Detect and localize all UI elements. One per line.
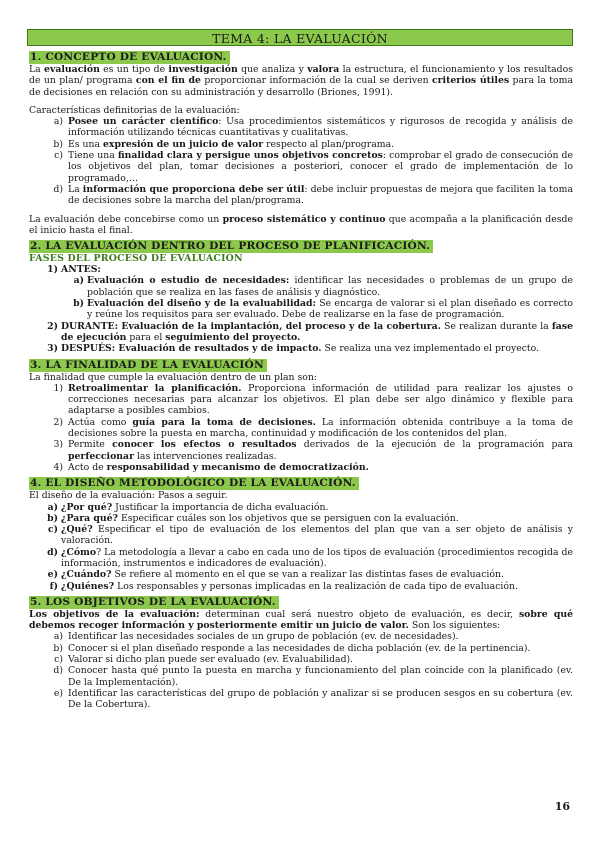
list-item: [29, 321, 573, 344]
list-marker: a): [73, 275, 84, 287]
list-item: [29, 343, 573, 354]
list-item: [29, 264, 573, 275]
list-marker: 3): [53, 439, 63, 451]
phases-list: [29, 264, 573, 354]
bold-text: Posee un carácter científico: [68, 116, 219, 128]
text-run: la estructura, el funcionamiento y los resultados de un plan/ programa: [29, 64, 573, 87]
list-item: [29, 513, 573, 524]
text-run: las intervenciones realizadas.: [133, 450, 277, 462]
text-run: Especificar cuáles son los objetivos que se persiguen con la evaluación.: [118, 512, 459, 524]
bold-text: ¿Qué?: [61, 524, 93, 536]
list-item: [29, 462, 573, 473]
list-marker: 3): [47, 343, 58, 355]
list-marker: 2): [47, 320, 58, 332]
text-run: proporcionar información de la cual se deriven: [200, 75, 432, 87]
list-marker: a): [53, 631, 63, 643]
section-5-intro: [29, 609, 573, 632]
bold-text: responsabilidad y mecanismo de democratización.: [106, 461, 369, 473]
bold-text: proceso sistemático y continuo: [222, 213, 386, 225]
bold-text: finalidad clara y persigue unos objetivos concretos: [117, 150, 383, 162]
bold-text: expresión de un juicio de valor: [103, 138, 264, 150]
bold-text: Retroalimentar la planificación.: [68, 382, 242, 394]
text-run: La: [29, 64, 45, 75]
text-run: Valorar si dicho plan puede ser evaluado (ev. Evaluabilidad).: [68, 654, 354, 666]
section-1-intro: [29, 64, 573, 98]
text-run: Se refiere al momento en el que se van a realizar las distintas fases de evaluación.: [111, 569, 504, 581]
bold-text: criterios útiles: [432, 75, 510, 87]
list-marker: f): [49, 580, 58, 592]
document-body: [29, 47, 573, 711]
page-title: TEMA 4: LA EVALUACIÓN: [27, 29, 573, 46]
list-marker: b): [47, 512, 58, 524]
text-run: Identificar las necesidades sociales de un grupo de población (ev. de necesidades).: [68, 631, 459, 643]
list-marker: d): [47, 546, 58, 558]
list-marker: 2): [53, 416, 63, 428]
bold-text: valora: [307, 64, 340, 75]
text-run: Identificar las características del grupo de población y analizar si se producen sesgos en su cobertura (ev. De la Cobertura).: [68, 687, 573, 711]
bold-text: sobre qué debemos recoger información y posteriormente emitir un juicio de valor.: [29, 608, 573, 632]
list-item: [29, 298, 573, 321]
list-marker: b): [53, 642, 63, 654]
characteristics-lead: Características definitorias de la evaluación:: [29, 104, 240, 116]
bold-text: Evaluación o estudio de necesidades:: [87, 275, 290, 287]
bold-text: Los objetivos de la evaluación:: [29, 608, 200, 620]
bold-text: con el fin de: [135, 75, 201, 87]
section-1-heading: 1. CONCEPTO DE EVALUACION.: [29, 51, 230, 64]
bold-text: información que proporciona debe ser útil: [82, 183, 305, 195]
list-marker: e): [53, 687, 63, 699]
bold-text: evaluación: [44, 64, 100, 75]
text-run: Se realizan durante la: [440, 320, 552, 332]
text-run: : Usa procedimientos sistemáticos y rigurosos de recogida y análisis de información utilizando técnicas cuantitativas y cualitativas.: [68, 116, 573, 139]
bold-text: ANTES:: [61, 264, 101, 276]
text-run: Tiene una: [68, 150, 118, 162]
list-marker: 1): [47, 264, 58, 276]
text-run: ? La metodología a llevar a cabo en cada uno de los tipos de evaluación (procedimientos recogida de información, instrumentos e indicadores de evaluación).: [61, 546, 573, 569]
text-run: : comprobar el grado de consecución de los objetivos del plan, tomar decisiones a posteriori, conocer el grado de implementación de lo programado,…: [68, 150, 573, 184]
bold-text: DESPUÉS: Evaluación de resultados y de impacto.: [61, 343, 322, 355]
list-item: [29, 116, 573, 139]
list-item: [29, 502, 573, 513]
list-item: [29, 150, 573, 184]
list-marker: e): [47, 569, 58, 581]
text-run: que analiza y: [237, 64, 308, 75]
characteristics-list: [29, 116, 573, 206]
text-run: Proporciona información de utilidad para realizar los ajustes o correcciones necesarias para alcanzar los objetivos. El plan debe ser algo dinámico y flexible para adaptarse a posibles cambios.: [68, 382, 573, 417]
list-item: [29, 654, 573, 665]
list-item: [29, 139, 573, 150]
text-run: respecto al plan/programa.: [263, 138, 395, 150]
section-1-closing: [29, 214, 573, 237]
list-item: [29, 439, 573, 462]
text-run: La: [68, 183, 83, 195]
list-item: [29, 665, 573, 688]
list-marker: c): [47, 524, 58, 536]
text-run: Permite: [68, 439, 113, 451]
bold-text: fase de ejecución: [61, 320, 573, 343]
text-run: identificar las necesidades o problemas de un grupo de población que se realiza en las fases de análisis y diagnóstico.: [87, 275, 573, 298]
text-run: determinan cual será nuestro objeto de evaluación, es decir,: [199, 608, 519, 620]
bold-text: ¿Cómo: [61, 546, 97, 558]
text-run: para la toma de decisiones en relación con su administración y desarrollo (Briones, 1991).: [29, 75, 573, 98]
text-run: Actúa como: [68, 416, 133, 428]
page-number: 16: [554, 800, 570, 813]
bold-text: ¿Por qué?: [61, 501, 113, 513]
text-run: derivados de la ejecución de la programación para: [296, 439, 573, 451]
list-item: [29, 631, 573, 642]
list-marker: b): [73, 298, 84, 310]
sub-list: [29, 275, 573, 320]
text-run: Es una: [68, 138, 103, 150]
section-4-heading: 4. EL DISEÑO METODOLÓGICO DE LA EVALUACIÓN.: [29, 477, 359, 490]
text-run: La información obtenida contribuye a la toma de decisiones sobre la puesta en marcha, continuidad y modificación de los contenidos del plan.: [68, 416, 573, 440]
purpose-list: [29, 383, 573, 473]
list-marker: 4): [53, 461, 63, 473]
bold-text: ¿Quiénes?: [61, 580, 115, 592]
design-steps-list: [29, 502, 573, 592]
list-marker: d): [53, 665, 63, 677]
section-4-lead: El diseño de la evaluación: Pasos a seguir.: [29, 490, 228, 502]
text-run: Son los siguientes:: [408, 620, 501, 632]
section-5-heading: 5. LOS OBJETIVOS DE LA EVALUACIÓN.: [29, 596, 279, 609]
bold-text: seguimiento del proyecto.: [165, 331, 301, 343]
list-item: [29, 547, 573, 570]
list-item: [29, 569, 573, 580]
text-run: es un tipo de: [99, 64, 169, 75]
list-item: [29, 383, 573, 417]
text-run: La evaluación debe concebirse como un: [29, 213, 223, 225]
section-3-lead: La finalidad que cumple la evaluación dentro de un plan son:: [29, 371, 317, 383]
bold-text: investigación: [168, 64, 238, 75]
text-run: para el: [126, 331, 166, 343]
list-item: [29, 581, 573, 592]
list-item: [29, 184, 573, 207]
section-3-heading: 3. LA FINALIDAD DE LA EVALUACIÓN: [29, 359, 267, 372]
list-item: [29, 688, 573, 711]
list-item: [29, 643, 573, 654]
list-marker: 1): [53, 382, 63, 394]
list-item: [29, 275, 573, 298]
section-2-subheading: FASES DEL PROCESO DE EVALUACIÓN: [29, 253, 243, 265]
bold-text: Evaluación del diseño y de la evaluabilidad:: [87, 298, 316, 310]
objectives-list: [29, 631, 573, 710]
text-run: Acto de: [68, 461, 107, 473]
bold-text: conocer los efectos o resultados: [112, 439, 297, 451]
list-marker: a): [53, 116, 63, 128]
text-run: : debe incluir propuestas de mejora que faciliten la toma de decisiones sobre la marcha del plan/programa.: [68, 183, 573, 207]
bold-text: perfeccionar: [68, 450, 134, 462]
bold-text: DURANTE: Evaluación de la implantación, del proceso y de la cobertura.: [61, 320, 441, 332]
list-marker: d): [53, 183, 63, 195]
bold-text: guía para la toma de decisiones.: [132, 416, 316, 428]
text-run: Conocer si el plan diseñado responde a las necesidades de dicha población (ev. de la pertinencia).: [68, 642, 531, 654]
list-marker: c): [54, 654, 63, 666]
section-2-heading: 2. LA EVALUACIÓN DENTRO DEL PROCESO DE PLANIFICACIÓN.: [29, 240, 433, 253]
text-run: Se realiza una vez implementado el proyecto.: [321, 343, 540, 355]
text-run: Se encarga de valorar si el plan diseñado es correcto y reúne los requisitos para ser evaluado. Debe de realizarse en la fase de programación.: [87, 298, 574, 321]
bold-text: ¿Para qué?: [61, 512, 118, 524]
text-run: Especificar el tipo de evaluación de los elementos del plan que van a ser objeto de análisis y valoración.: [61, 524, 573, 547]
text-run: que acompaña a la planificación desde el inicio hasta el final.: [29, 213, 573, 236]
list-marker: c): [54, 150, 63, 162]
bold-text: ¿Cuándo?: [61, 569, 112, 581]
list-marker: b): [53, 138, 63, 150]
text-run: Conocer hasta qué punto la puesta en marcha y funcionamiento del plan coincide con la planificado (ev. De la Implementación).: [68, 665, 573, 688]
list-item: [29, 417, 573, 440]
text-run: Los responsables y personas implicadas en la realización de cada tipo de evaluación.: [114, 580, 518, 592]
list-marker: a): [47, 501, 58, 513]
list-item: [29, 524, 573, 547]
text-run: Justificar la importancia de dicha evaluación.: [112, 501, 329, 513]
